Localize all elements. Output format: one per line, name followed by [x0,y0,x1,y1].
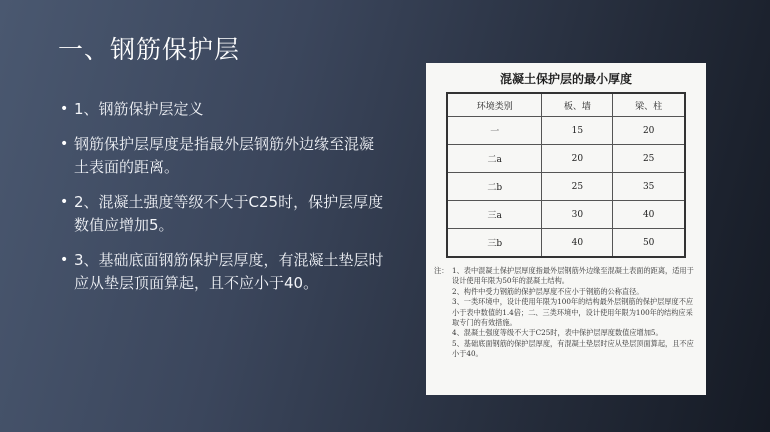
bullet-item [58,98,388,121]
note-item [434,328,698,338]
bullet-item [58,191,388,237]
table-cell: 40 [613,201,685,229]
note-text: 1、表中混凝土保护层厚度指最外层钢筋外边缘至混凝土表面的距离，适用于设计使用年限为50年的混凝土结构。 [452,266,694,286]
note-item [434,266,698,287]
bullet-list [58,98,388,307]
table-title: 混凝土保护层的最小厚度 [499,72,632,86]
bullet-dot-icon: • [60,101,69,117]
notes-label: 注： [434,266,449,275]
cover-thickness-table [446,92,686,258]
bullet-dot-icon: • [60,194,69,210]
table-cell: 40 [542,229,613,258]
note-item [434,297,698,328]
note-text: 3、一类环境中，设计使用年限为100年的结构最外层钢筋的保护层厚度不应小于表中数值的1.4倍；二、三类环境中，设计使用年限为100年的结构应采取专门的有效措施。 [452,297,694,328]
bullet-item [58,133,388,179]
table-cell: 25 [613,145,685,173]
bullet-item [58,249,388,295]
column-header: 梁、柱 [613,93,685,117]
table-row [447,145,685,173]
table-cell: 三b [447,229,542,258]
column-header: 环境类别 [447,93,542,117]
table-cell: 三a [447,201,542,229]
note-item [434,287,698,297]
table-header-row [447,93,685,117]
table-cell: 50 [613,229,685,258]
slide-title: 一、钢筋保护层 [58,35,241,64]
note-item [434,339,698,360]
table-cell: 20 [542,145,613,173]
bullet-dot-icon: • [60,252,69,268]
cover-thickness-document [426,63,706,395]
note-text: 4、混凝土强度等级不大于C25时，表中保护层厚度数值应增加5。 [452,328,663,338]
note-text: 5、基础底面钢筋的保护层厚度，有混凝土垫层时应从垫层顶面算起，且不应小于40。 [452,338,694,359]
bullet-dot-icon: • [60,136,69,152]
table-cell: 35 [613,173,685,201]
table-cell: 30 [542,201,613,229]
bullet-text: 1、钢筋保护层定义 [74,100,204,118]
column-header: 板、墙 [542,93,613,117]
table-row [447,173,685,201]
bullet-text: 2、混凝土强度等级不大于C25时，保护层厚度数值应增加5。 [74,193,384,234]
table-cell: 二b [447,173,542,201]
bullet-text: 钢筋保护层厚度是指最外层钢筋外边缘至混凝土表面的距离。 [74,135,375,176]
table-notes [434,266,698,360]
note-text: 2、构件中受力钢筋的保护层厚度不应小于钢筋的公称直径。 [452,286,644,296]
table-cell: 15 [542,117,613,145]
table-cell: 25 [542,173,613,201]
table-cell: 二a [447,145,542,173]
table-cell: 一 [447,117,542,145]
table-cell: 20 [613,117,685,145]
table-row [447,201,685,229]
table-row [447,229,685,258]
bullet-text: 3、基础底面钢筋保护层厚度，有混凝土垫层时应从垫层顶面算起，且不应小于40。 [74,251,384,292]
table-row [447,117,685,145]
